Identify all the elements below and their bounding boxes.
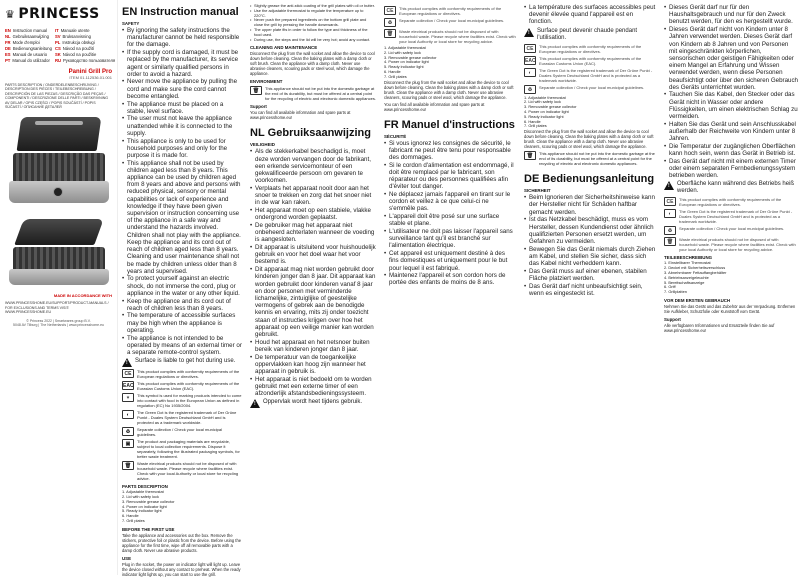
list-item: • Die Temperatur der zugänglichen Oberflächen kann hoch sein, wenn das Gerät in Betrieb ist. [664,143,798,157]
ce-notice: CE This product complies with conformity requirements of the European regulations or directives. [122,369,242,379]
brand-name: PRINCESS [18,6,100,22]
list-item: • L'appareil doit être posé sur une surface stable et plane. [384,213,516,227]
list-item: 4. Betriebsanzeigeleuchte [664,274,709,280]
list-item: 5. Ready indicator light [384,64,424,70]
list-item: 3. Removable grease collector [384,54,437,60]
language-item: RU Руководство пользователя [54,58,116,63]
en-cleaning-heading: CLEANING AND MAINTENANCE [250,45,318,51]
green-dot-icon: ◐ [664,209,676,218]
nl-weee-notice: 🗑 Waste electrical products should not be disposed of with household waste. Please recycle where facilities exist. Check with your local Authority or local store for recycling advice. [384,29,516,44]
list-item: • Dit apparaat mag niet worden gebruikt door kinderen jonger dan 8 jaar. Dit apparaat kan worden gebruikt door kinderen vanaf 8 jaar en door personen met verminderde lichamelijke, zintuiglijke of geestelijke vermogens of gebrek aan de benodigde kennis en ervaring, mits zij onder toezicht staan of instructies krijgen over hoe het apparaat op een veilige manier kan worden gebruikt. [250,266,376,338]
made-in-label: MADE IN ACCORDANCE WITH [53,293,112,299]
list-item: • This appliance is only to be used for household purposes and only for the purpose it is made for. [122,138,242,160]
list-item: 7. Grill plates [384,73,407,79]
brand-logo [5,6,112,22]
grill-lid-open [14,219,103,245]
nl-fine-print [384,6,516,44]
fr-hot-surface-notice: ! Surface peut devenir chaude pendant l'utilisation. [524,28,656,42]
list-item: • Tauchen Sie das Kabel, den Stecker oder das Gerät nicht in Wasser oder andere Flüssigkeiten, um einen elektrischen Schlag zu vermeiden. [664,91,798,120]
fr-parts-list [524,96,656,130]
de-safety-list [524,194,656,297]
support-url: WWW.PRINCESSHOME.EU/SUPPORT/PRODUCT-MANUALS / FOR EXCLUSIONS AND TERMS VISIT: WWW.PRINCESSHOME.EU [5,301,109,315]
list-item: 1. Adjustable thermostat [524,94,566,100]
fr-safety-list [384,140,516,287]
en-cleaning-text: Disconnect the plug from the wall socket and allow the device to cool down before cleaning. Clean the baking plates with a damp cloth or soft brush. Clean the appliance with a damp cloth. Never use abrasive cleaners, scouring pads or steel wool, which damage the appliance. [250,51,375,77]
list-item: • The temperature of accessible surfaces may be high when the appliance is operating. [122,312,242,334]
list-item: • The appliance is not intended to be operated by means of an external timer or a separate remote-control system. [122,335,242,357]
list-item: • Beim Ignorieren der Sicherheitshinweise kann der Hersteller nicht für Schäden haftbar gemacht werden. [524,194,656,216]
recycle-icon: ♻ [384,18,396,27]
list-item: 3. Abnehmbarer Fettauffangbehälter [664,269,727,275]
list-item: 7. Grill plates [122,517,145,523]
food-contact-notice: ⑂ This symbol is used for marking products intended to come into contact with food in the European Union as defined in regulation (EC) No 1935/2004. [122,393,242,408]
list-item: • Das Gerät muss auf einer ebenen, stabilen Fläche platziert werden. [524,268,656,282]
ce-mark-icon: CE [384,6,396,15]
list-item: • By ignoring the safety instructions the manufacturer cannot be held responsible for the damage. [122,27,242,49]
list-item: • Halten Sie das Gerät und sein Anschlusskabel außerhalb der Reichweite von Kindern unter 8 Jahren. [664,121,798,143]
crossed-bin-icon: 🗑 [524,151,536,160]
glass-fork-icon: ⑂ [122,393,134,402]
recycle-icon: ♻ [122,427,134,436]
nl-support-text: You can find all available information and spare parts at www.princesshome.eu! [384,101,485,112]
fr-title: FR Manuel d'instructions [384,118,515,131]
list-item: • Ne déplacez jamais l'appareil en tirant sur le cordon et veillez à ce que celui-ci ne s'emmêle pas. [384,191,516,213]
list-item: • Bewegen Sie das Gerät niemals durch Ziehen am Kabel, und stellen Sie sicher, dass sich das Kabel nicht verheddern kann. [524,246,656,268]
list-item: • During use, the steps and the lid will be very hot; avoid any contact. [250,38,376,43]
list-item: 4. Power on indicator light [524,109,569,114]
list-item: 7. Grillplatten [664,289,687,295]
green-dot-icon: ◐ [524,68,536,77]
de-parts-heading: TEILEBESCHREIBUNG [664,255,713,261]
list-item: • The user must not leave the appliance unattended while it is connected to the supply. [122,115,242,137]
language-item: EN Instruction manual [5,28,48,33]
model-number: ITEM 01.112536.01.001 [69,75,112,80]
warning-triangle-icon [664,181,674,190]
list-item: • Si vous ignorez les consignes de sécurité, le fabricant ne peut être tenu pour responsable des dommages. [384,140,516,162]
list-item: • Dieses Gerät darf nur für den Haushaltsgebrauch und nur für den Zweck benutzt werden, für den es hergestellt wurde. [664,4,798,26]
fr-de-column [520,0,660,575]
recycle-icon: ♻ [664,226,676,235]
list-item: • De temperatuur van de toegankelijke oppervlakken kan hoog zijn wanneer het apparaat in gebruik is. [250,354,376,376]
list-item: • Houd het apparaat en het netsnoer buiten bereik van kinderen jonger dan 8 jaar. [250,339,376,353]
crown-icon: ♛ [5,7,16,21]
list-item: • Dieses Gerät darf nicht von Kindern unter 8 Jahren verwendet werden. Dieses Gerät darf von Kindern ab 8 Jahren und von Personen mit eingeschränkten körperlichen, sensorischen oder geistigen Fähigkeiten oder einem Mangel an Erfahrung und Wissen verwendet werden, wenn diese Personen beaufsichtigt oder über den sicheren Gebrauch des Geräts unterrichtet wurden. [664,26,798,91]
language-item: NL Gebruiksaanwijzing [5,34,49,39]
fr-ce-notice: CE This product complies with conformity requirements of the European regulations or directives. [524,44,656,54]
list-item: • Verplaats het apparaat nooit door aan het snoer te trekken en zorg dat het snoer niet in de war kan raken. [250,185,376,207]
en-use-list [250,4,376,42]
grill-handle [35,121,83,125]
warning-triangle-icon [524,28,534,37]
de-heading: SICHERHEIT [524,188,551,194]
recycle-icon: ♻ [524,85,536,94]
list-item: • Si le cordon d'alimentation est endommagé, il doit être remplacé par le fabricant, son réparateur ou des personnes qualifiées afin d'éviter tout danger. [384,162,516,191]
list-item: • Het apparaat moet op een stabiele, vlakke ondergrond worden geplaatst. [250,207,376,221]
fr-green-dot-notice: ◐ The Green Dot is the registered trademark of Der Grüne Punkt - Duales System Deutschland GmbH and is protected as a trademark worldwide. [524,68,656,83]
de-fine-print [664,197,798,252]
eac-mark-icon: EAC [525,57,536,64]
language-item: IT Manuale utente [54,28,90,33]
warning-triangle-icon [250,399,260,408]
list-item: • Cet appareil est uniquement destiné à des fins domestiques et uniquement pour le but pour lequel il est fabriqué. [384,250,516,272]
list-item: 6. Griff [664,284,676,290]
fr-safety-list-cont [524,4,656,26]
de-title: DE Bedienungsanleitung [524,173,655,186]
list-item: 3. Removable grease collector [122,498,175,504]
list-item: • Das Gerät darf nicht mit einem externen Timer oder einem separaten Fernbedienungssystem betrieben werden. [664,158,798,180]
green-dot-icon: ◐ [122,410,134,419]
de-safety-list-cont [664,4,798,179]
recycle-notice: ♻ Separate collection / Check your local municipal guidelines. [122,427,242,437]
hot-surface-notice: ! Surface is liable to get hot during use. [122,358,242,367]
list-item: • Das Gerät darf nicht unbeaufsichtigt sein, wenn es eingesteckt ist. [524,283,656,297]
list-item: 1. Adjustable thermostat [122,489,164,495]
en-parts-heading: PARTS DESCRIPTION [122,484,168,490]
packaging-icon: ▣ [122,439,134,448]
parts-title: PARTS DESCRIPTION / ONDERDELENBESCHRIJVING / DESCRIPTION DES PIÈCES / TEILEBESCHREIBUNG / DESCRIPCIÓN DE LAS PIEZAS / DESCRIÇÃO DAS PEÇAS / COMPONENTI / DESCRIZIONE DELLE PARTI / BESKRIVNING AV DELAR / OPIS CZĘŚCI / POPIS SOUČÁSTÍ / POPIS SÚČASTÍ / ОПИСАНИЕ ДЕТАЛЕЙ [5,83,109,110]
model-name: Panini Grill Pro [68,69,112,75]
packaging-notice: ▣ The product and packaging materials are recyclable, subject to local collection requirements. Dispose it separately, following the illustrated packaging symbols, for better waste treatment. [122,439,242,459]
en-support-text: You can find all available information and spare parts at www.princesshome.eu! [250,110,351,121]
eac-mark-icon: EAC [123,383,134,390]
ce-mark-icon: CE [122,369,134,378]
fr-env-notice: 🗑 This appliance should not be put into the domestic garbage at the end of its durability, but must be offered at a central point for the recycling of electric and electronic domestic appliances. [524,151,656,166]
list-item: 2. Lid with safety lock [384,49,421,55]
green-dot-notice: ◐ The Green Dot is the registered trademark of Der Grüne Punkt - Duales System Deutschland GmbH and is protected as a trademark worldwide. [122,410,242,425]
en-env-notice: 🗑 This appliance should not be put into the domestic garbage at the end of its durability, but must be offered at a central point for the recycling of electric and electronic domestic appliances. [250,86,376,101]
list-item: 5. Ready indicator light [524,113,564,119]
en-before-heading: BEFORE THE FIRST USE [122,526,175,532]
crossed-bin-icon: 🗑 [664,237,676,246]
nl-cleaning-text: Disconnect the plug from the wall socket and allow the device to cool down before cleaning. Clean the baking plates with a damp cloth or soft brush. Clean the appliance with a damp cloth. Never use abrasive cleaners, scouring pads or steel wool, which damage the appliance. [384,79,514,100]
list-item: • Maintenez l'appareil et son cordon hors de portée des enfants de moins de 8 ans. [384,272,516,286]
list-item: • Never move the appliance by pulling the cord and make sure the cord cannot become entangled. [122,78,242,100]
de-parts-list [664,261,798,295]
de-before-text: Nehmen Sie das Gerät und das Zubehör aus der Verpackung. Entfernen Sie Aufkleber, Schutzfolie oder Kunststoff vom Gerät. [664,303,796,314]
en-before-text: Take the appliance and accessories out the box. Remove the stickers, protective foil or plastic from the device. Before using the appliance for the first time, wipe off all removable parts with a damp cloth. Never use abrasive products. [122,532,241,553]
de-recycle-notice: ♻ Separate collection / Check your local municipal guidelines. [664,226,798,235]
nl-safety-list [250,148,376,397]
crossed-bin-icon: 🗑 [384,29,396,38]
list-item: 5. Bereitschaftsanzeige [664,279,705,285]
weee-notice: 🗑 Waste electrical products should not be disposed of with household waste. Please recycle where facilities exist. Check with your local Authority or local store for recycling advice. [122,461,242,481]
de-support-heading: Support [664,316,681,322]
list-item: 2. Lid with safety lock [122,493,159,499]
list-item: • This appliance shall not be used by children aged less than 8 years. This appliance can be used by children aged from 8 years and above and persons with reduced physical, sensory or mental capabilities or lack of experience and knowledge if they have been given supervision or instruction concerning use of the appliance in a safe way and understand the hazards involved. Children shall not play with the appliance. Keep the appliance and its cord out of reach of children aged less than 8 years. Cleaning and user maintenance shall not be made by children unless older than 8 years and supervised. [122,160,242,275]
grill-plate [13,153,105,183]
list-item: • The upper plate fits in order to follow the type and thickness of the food used. [250,28,376,38]
nl-fr-column [380,0,520,575]
grill-illustration [5,115,113,211]
language-list [5,28,116,63]
en-safety-heading: SAFETY [122,21,140,26]
list-item: • Keep the appliance and its cord out of reach of children less than 8 years. [122,298,242,312]
list-item: 6. Handle [122,513,139,519]
en-safety-list [122,27,242,356]
ce-mark-icon: CE [664,197,676,206]
nl-hot-surface-notice: ! Oppervlak wordt heet tijdens gebruik. [250,399,376,408]
list-item: 2. Deckel mit Sicherheitsverschluss [664,265,726,271]
list-item: 4. Power on indicator light [122,503,167,509]
ce-mark-icon: CE [524,44,536,53]
language-item: ES Manual de usuario [5,52,48,57]
fr-recycle-notice: ♻ Separate collection / Check your local municipal guidelines. [524,85,656,94]
fr-heading: SÉCURITÉ [384,133,407,139]
list-item: • La température des surfaces accessibles peut devenir élevée quand l'appareil est en fonction. [524,4,656,26]
en-use-text: Plug in the socket, the power on indicator light will light up. Leave the device closed without any contact to preheat. When the ready indicator light lights up, you can start to use the grill. [122,561,241,577]
de-ce-notice: CE This product complies with conformity requirements of the European regulations or directives. [664,197,798,207]
en-column [118,0,246,575]
cover-column [0,0,118,575]
list-item: • Slightly grease the anti-stick coating of the grill plates with oil or butter. [250,4,376,9]
list-item: • L'utilisateur ne doit pas laisser l'appareil sans surveillance tant qu'il est branché sur l'alimentation électrique. [384,228,516,250]
list-item: • If the supply cord is damaged, it must be replaced by the manufacturer, its service agent or similarly qualified persons in order to avoid a hazard. [122,49,242,78]
grill-base-open [9,269,109,285]
list-item: • Use the adjustable thermostat to regulate the temperature up to 220°C. [250,9,376,19]
list-item: 2. Lid with safety lock [524,99,561,105]
de-support-text: Alle verfügbaren Informationen und Ersatzteile finden Sie auf www.princesshome.eu! [664,322,775,333]
de-green-dot-notice: ◐ The Green Dot is the registered trademark of Der Grüne Punkt - Duales System Deutschland GmbH and is protected as a trademark worldwide. [664,209,798,224]
list-item: • Als de stekkerkabel beschadigd is, moet deze worden vervangen door de fabrikant, een erkende servicemonteur of een gekwalificeerde persoon om gevaren te voorkomen. [250,148,376,184]
language-item: FR Mode d'emploi [5,40,40,45]
list-item: 5. Ready indicator light [122,508,162,514]
fr-fine-print [524,44,656,94]
crossed-bin-icon: 🗑 [122,461,134,470]
en-env-heading: ENVIRONMENT [250,79,283,85]
copyright: © Princess 2022 | Smartwares group B.V. 5048 AV Tilburg | The Netherlands | www.princesshome.eu [13,318,104,327]
list-item: • Never push the prepared ingredients on the bottom grill plate and close the grill by pressing the handle downwards. [250,18,376,28]
list-item: • Ist das Netzkabel beschädigt, muss es vom Hersteller, dessen Kundendienst oder ähnlich qualifizierten Personen ersetzt werden, um Gefahren zu vermeiden. [524,216,656,245]
en-use-heading: USE [122,555,132,561]
list-item: • To protect yourself against an electric shock, do not immerse the cord, plug or appliance in the water or any other liquid. [122,275,242,297]
nl-heading: VEILIGHEID [250,142,275,148]
de-before-heading: VOR DEM ERSTEN GEBRAUCH [664,297,731,303]
list-item: 6. Handle [524,118,541,124]
en-title: EN Instruction manual [122,6,239,18]
language-item: CS Návod na použití [54,46,95,51]
list-item: 1. Adjustable thermostat [384,45,426,50]
language-item: PL Instrukcja obsługi [54,40,95,45]
grill-illustration-open [5,217,113,287]
de-column [660,0,802,575]
language-item: PT Manual do utilizador [5,58,50,63]
list-item: • Dit apparaat is uitsluitend voor huishoudelijk gebruik en voor het doel waar het voor bestemd is. [250,244,376,266]
en-nl-column [246,0,380,575]
list-item: 3. Removable grease collector [524,104,577,110]
list-item: 1. Einstellbarer Thermostat [664,260,711,266]
nl-ce-notice: CE This product complies with conformity requirements of the European regulations or directives. [384,6,516,16]
language-item: DE Bedienungsanleitung [5,46,52,51]
list-item: • The appliance must be placed on a stable, level surface. [122,101,242,115]
list-item: 7. Grill plates [524,123,547,129]
de-weee-notice: 🗑 Waste electrical products should not be disposed of with household waste. Please recycle where facilities exist. Check with your local Authority or local store for recycling advice. [664,237,798,252]
list-item: 4. Power on indicator light [384,59,429,65]
list-item: • Het apparaat is niet bedoeld om te worden gebruikt met een externe timer of een afzonderlijk afstandsbedieningssysteem. [250,376,376,398]
list-item: • De gebruiker mag het apparaat niet onbeheerd achterlaten wanneer de voeding is aangesloten. [250,222,376,244]
de-hot-surface-notice: ! Oberfläche kann während des Betriebs heiß werden. [664,181,798,195]
fr-eac-notice: EAC This product complies with conformity requirements of the Eurasian Customs Union (EAC). [525,55,642,66]
language-item: SK Návod na použitie [54,52,97,57]
eac-notice: EAC This product complies with conformity requirements of the Eurasian Customs Union (EAC). [123,381,240,392]
language-item: SV Bruksanvisning [54,34,91,39]
en-parts-list [122,490,242,524]
nl-title: NL Gebruiksaanwijzing [250,127,371,140]
warning-triangle-icon [122,358,132,367]
nl-parts-list [384,46,516,80]
nl-recycle-notice: ♻ Separate collection / Check your local municipal guidelines. [384,18,516,27]
crossed-bin-icon: 🗑 [250,86,262,95]
en-support-heading: Support [250,104,267,110]
fr-cleaning-text: Disconnect the plug from the wall socket and allow the device to cool down before cleaning. Clean the baking plates with a damp cloth or soft brush. Clean the appliance with a damp cloth. Never use abrasive cleaners, scouring pads or steel wool, which damage the appliance. [524,129,654,150]
list-item: 6. Handle [384,68,401,74]
